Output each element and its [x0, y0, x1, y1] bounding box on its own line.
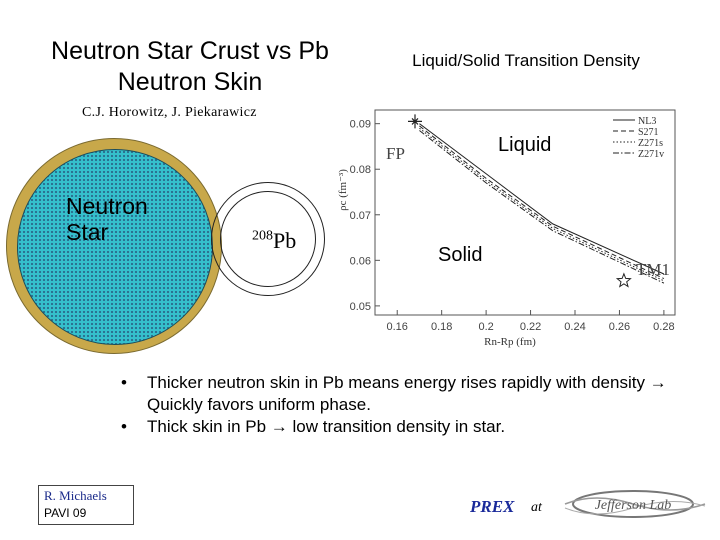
bullet-item — [115, 372, 705, 416]
slide-title: Neutron Star Crust vs Pb Neutron Skin — [51, 37, 329, 96]
neutron-star-label: Neutron Star — [66, 193, 148, 245]
y-axis-label: ρc (fm⁻³) — [337, 169, 349, 211]
x-tick-label: 0.2 — [478, 321, 494, 333]
y-tick-label: 0.07 — [349, 209, 371, 222]
y-tick-label: 0.09 — [349, 118, 371, 131]
legend-label: Z271v — [638, 149, 665, 160]
tm1-marker — [617, 274, 630, 287]
legend-label: Z271s — [638, 138, 663, 149]
y-tick-label: 0.06 — [349, 255, 371, 268]
x-tick-label: 0.22 — [519, 321, 542, 333]
bullet-list — [115, 372, 705, 438]
bullet-text: Thicker neutron skin in Pb means energy rises rapidly with density → Quickly favors uniform phase. — [147, 373, 667, 414]
bullet-item — [115, 416, 705, 438]
pb-element: Pb — [273, 228, 297, 253]
legend-label: NL3 — [638, 116, 657, 127]
liquid-label: Liquid — [498, 134, 552, 156]
at-label: at — [531, 500, 542, 515]
bullet-text: Thick skin in Pb → low transition density in star. — [147, 417, 506, 436]
x-axis-label: Rn-Rp (fm) — [484, 336, 536, 348]
solid-label: Solid — [438, 244, 483, 266]
neutron-star-crust — [6, 138, 222, 354]
pb-label — [252, 228, 296, 254]
bullet-marker: • — [121, 373, 127, 392]
legend-label: S271 — [638, 127, 659, 138]
authors: C.J. Horowitz, J. Piekarawicz — [82, 105, 257, 120]
fp-label: FP — [386, 144, 405, 163]
x-tick-label: 0.18 — [430, 321, 453, 333]
x-tick-label: 0.28 — [653, 321, 675, 333]
x-tick-label: 0.26 — [608, 321, 631, 333]
prex-label: PREX — [470, 497, 515, 516]
footer-author: R. Michaels — [44, 488, 107, 503]
x-tick-label: 0.16 — [386, 321, 408, 333]
y-tick-label: 0.08 — [349, 164, 371, 177]
pb-mass-number: 208 — [252, 228, 273, 244]
jefferson-lab-logo — [555, 482, 715, 526]
plot-legend — [613, 116, 664, 160]
tm1-label: TM1 — [636, 260, 670, 279]
neutron-star-core — [17, 149, 213, 345]
slide-subtitle: Liquid/Solid Transition Density — [412, 51, 640, 70]
y-tick-label: 0.05 — [349, 300, 371, 313]
footer-conference: PAVI 09 — [44, 506, 87, 520]
logo-text: Jefferson Lab — [594, 498, 672, 513]
x-tick-label: 0.24 — [564, 321, 586, 333]
bullet-marker: • — [121, 417, 127, 436]
